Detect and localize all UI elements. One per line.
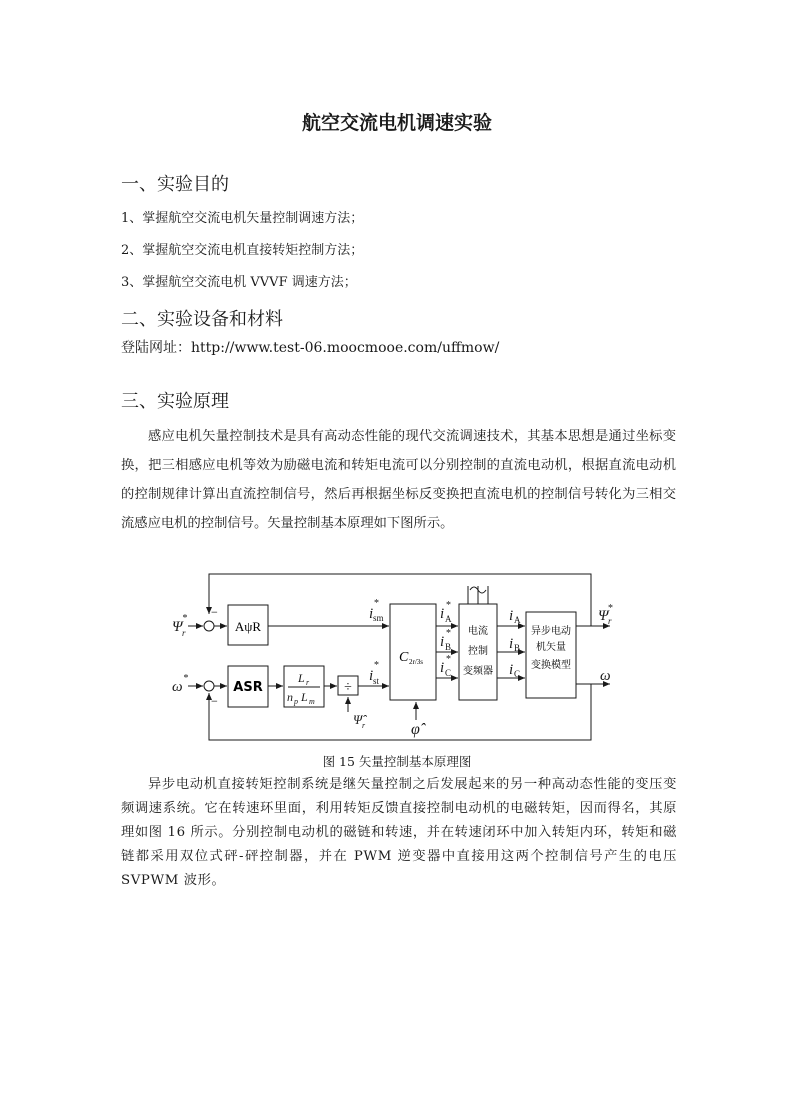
omega-input-label: ω — [172, 679, 183, 695]
apr-block-label: AψR — [234, 619, 262, 634]
svg-text:C: C — [399, 650, 409, 665]
login-line — [121, 337, 499, 357]
svg-text:st: st — [373, 676, 380, 686]
phi-hat-label: φ̂ — [411, 721, 420, 738]
principle-paragraph-2 — [121, 773, 677, 893]
ic-label — [509, 662, 520, 679]
psi-output-label — [598, 603, 613, 626]
inverter-block-label — [463, 624, 493, 677]
principle-paragraph-1 — [121, 422, 676, 538]
svg-text:i: i — [369, 668, 374, 684]
psi-input-sup: * — [182, 613, 187, 624]
ic-star-label — [440, 654, 451, 678]
svg-text:A: A — [514, 615, 521, 625]
ib-star-label — [440, 628, 451, 652]
svg-text:变换模型: 变换模型 — [531, 660, 571, 671]
ia-star-label — [440, 600, 452, 624]
svg-text:p: p — [294, 697, 298, 706]
objective-item-3: 3、掌握航空交流电机 VVVF 调速方法； — [121, 275, 357, 290]
svg-text:i: i — [440, 606, 445, 622]
svg-text:*: * — [446, 628, 451, 639]
svg-text:i: i — [369, 606, 374, 622]
principle-paragraph-2-text: 异步电动机直接转矩控制系统是继矢量控制之后发展起来的另一种高动态性能的变压变频调速系统。它在转速环里面，利用转矩反馈直接控制电动机的电磁转矩，因而得名，其原理如图 16 所示。分别控制电动机的磁链和转速，并在转速闭环中加入转矩内环，转矩和磁链都采用双位式砰-砰控制器，并在 PWM 逆变器中直接用这两个控制信号产生的电压 SVPWM 波形。 — [121, 777, 677, 888]
login-url[interactable]: http://www.test-06.moocmooe.com/uffmow/ — [191, 340, 500, 356]
section-heading-principle: 三、实验原理 — [121, 391, 229, 412]
svg-text:n: n — [287, 690, 293, 704]
svg-text:*: * — [446, 600, 451, 611]
svg-text:变频器: 变频器 — [463, 666, 493, 677]
svg-text:L: L — [301, 690, 308, 704]
svg-text:L: L — [298, 671, 305, 685]
svg-text:i: i — [509, 608, 514, 624]
asr-block-label: ASR — [233, 680, 263, 695]
svg-text:i: i — [440, 660, 445, 676]
svg-text:异步电动: 异步电动 — [531, 626, 571, 637]
c-block-label — [399, 650, 423, 666]
omega-input-sup: * — [183, 673, 188, 684]
figure-caption: 图 15 矢量控制基本原理图 — [322, 754, 472, 769]
svg-text:i: i — [509, 636, 514, 652]
omega-output-label: ω — [600, 668, 611, 684]
svg-text:r: r — [306, 678, 310, 687]
ia-label — [509, 608, 521, 625]
svg-text:B: B — [514, 643, 521, 653]
svg-text:i: i — [440, 634, 445, 650]
login-label: 登陆网址： — [121, 340, 191, 356]
objective-item-2: 2、掌握航空交流电机直接转矩控制方法； — [121, 243, 364, 258]
ib-label — [509, 636, 520, 653]
svg-text:2r/3s: 2r/3s — [409, 658, 423, 666]
svg-text:*: * — [374, 598, 379, 609]
psi-input-label: Ψ — [172, 619, 183, 635]
svg-text:Ψ̂: Ψ̂ — [353, 712, 363, 727]
psi-input-sub: r — [182, 628, 186, 638]
ist-signal-label — [369, 660, 380, 686]
divider-block-label: ÷ — [344, 680, 352, 695]
section-heading-objectives: 一、实验目的 — [121, 174, 229, 195]
svg-text:B: B — [445, 642, 452, 652]
minus-sign-top: − — [211, 605, 218, 619]
svg-text:i: i — [509, 662, 514, 678]
svg-text:r: r — [608, 616, 612, 626]
svg-text:控制: 控制 — [468, 646, 488, 657]
vector-control-diagram — [170, 568, 630, 748]
svg-text:A: A — [445, 614, 452, 624]
lr-block-label — [287, 671, 315, 706]
svg-text:C: C — [445, 668, 452, 678]
svg-text:r: r — [362, 721, 366, 730]
svg-text:*: * — [446, 654, 451, 665]
svg-text:机矢量: 机矢量 — [536, 642, 566, 653]
ism-signal-label — [369, 598, 384, 623]
motor-model-block-label — [531, 624, 571, 671]
page-title: 航空交流电机调速实验 — [301, 112, 492, 134]
svg-text:*: * — [374, 660, 379, 671]
section-heading-equipment: 二、实验设备和材料 — [121, 309, 283, 330]
minus-sign-bottom: − — [211, 694, 218, 708]
svg-text:m: m — [309, 697, 315, 706]
principle-paragraph-1-text: 感应电机矢量控制技术是具有高动态性能的现代交流调速技术，其基本思想是通过坐标变换，把三相感应电机等效为励磁电流和转矩电流可以分别控制的直流电动机，根据直流电动机的控制规律计算出直流控制信号，然后再根据坐标反变换把直流电机的控制信号转化为三相交流感应电机的控制信号。矢量控制基本原理如下图所示。 — [121, 429, 676, 531]
svg-text:*: * — [608, 603, 613, 614]
svg-text:Ψ: Ψ — [598, 608, 609, 624]
objective-item-1: 1、掌握航空交流电机矢量控制调速方法； — [121, 211, 364, 226]
svg-text:sm: sm — [373, 613, 384, 623]
svg-text:电流: 电流 — [468, 626, 488, 637]
svg-text:C: C — [514, 669, 521, 679]
psi-hat-label — [353, 712, 367, 730]
